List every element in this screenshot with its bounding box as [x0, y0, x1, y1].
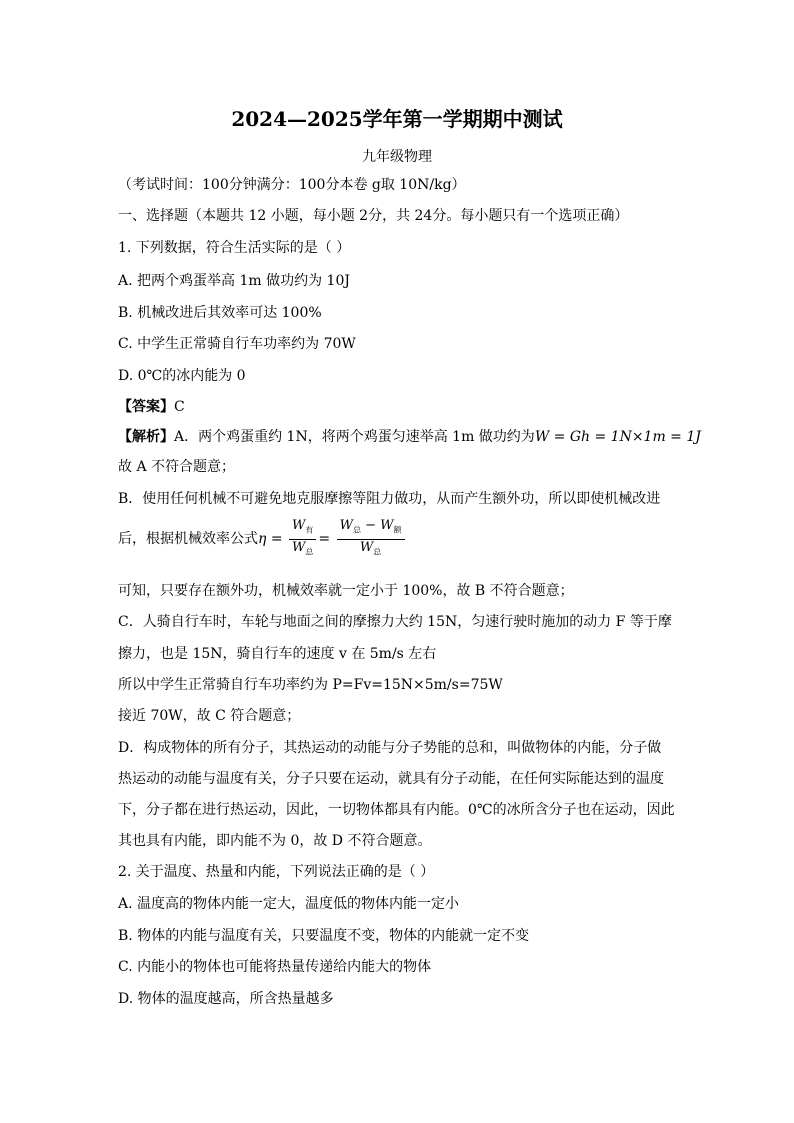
question-1-option-b: B. 机械改进后其效率可达 100%	[118, 305, 322, 321]
fraction-useful-over-total: $\frac{W_有}{W_总}$	[289, 518, 316, 560]
analysis-a-text: A．两个鸡蛋重约 1N，将两个鸡蛋匀速举高 1m 做功约为	[174, 429, 535, 445]
answer-line	[118, 398, 185, 416]
analysis-c-line2: 擦力，也是 15N，骑自行车的速度 v 在 5m/s 左右	[118, 646, 437, 662]
exam-info: （考试时间：100分钟满分：100分本卷 g取 10N/kg）	[118, 177, 466, 193]
question-1-stem: 1. 下列数据，符合生活实际的是（ ）	[118, 240, 351, 256]
question-2-option-b: B. 物体的内能与温度有关，只要温度不变，物体的内能就一定不变	[118, 928, 530, 944]
analysis-b-text: 后，根据机械效率公式	[118, 531, 258, 548]
analysis-b-line1: B．使用任何机械不可避免地克服摩擦等阻力做功，从而产生额外功，所以即使机械改进	[118, 491, 661, 507]
question-1-option-c: C. 中学生正常骑自行车功率约为 70W	[118, 336, 356, 352]
analysis-a-conclusion: 故 A 不符合题意；	[118, 459, 236, 475]
page-title: 2024—2025学年第一学期期中测试	[231, 107, 563, 131]
question-2-option-d: D. 物体的温度越高，所含热量越多	[118, 991, 334, 1007]
analysis-d-line2: 热运动的动能与温度有关，分子只要在运动，就具有分子动能，在任何实际能达到的温度	[118, 771, 664, 787]
formula-eta: η =	[258, 531, 283, 548]
analysis-d-line4: 其也具有内能，即内能不为 0，故 D 不符合题意。	[118, 833, 432, 849]
analysis-b-line2	[118, 518, 407, 560]
analysis-tag: 【解析】	[118, 429, 174, 445]
question-2-stem: 2. 关于温度、热量和内能，下列说法正确的是（ ）	[118, 864, 435, 880]
section-heading: 一、选择题（本题共 12 小题，每小题 2分，共 24分。每小题只有一个选项正确）	[118, 208, 629, 224]
analysis-c-line4: 接近 70W，故 C 符合题意；	[118, 708, 301, 724]
question-2-option-a: A. 温度高的物体内能一定大，温度低的物体内能一定小	[118, 896, 460, 912]
analysis-d-line1: D．构成物体的所有分子，其热运动的动能与分子势能的总和，叫做物体的内能，分子做	[118, 740, 662, 756]
formula-equals: =	[318, 531, 331, 548]
analysis-c-line3: 所以中学生正常骑自行车功率约为 P=Fv=15N×5m/s=75W	[118, 677, 503, 693]
question-1-option-a: A. 把两个鸡蛋举高 1m 做功约为 10J	[118, 273, 350, 289]
answer-tag: 【答案】	[118, 399, 174, 415]
page-subtitle: 九年级物理	[362, 149, 432, 165]
analysis-c-line1: C．人骑自行车时，车轮与地面之间的摩擦力大约 15N，匀速行驶时施加的动力 F 等于摩	[118, 614, 672, 630]
question-1-option-d: D. 0℃的冰内能为 0	[118, 368, 246, 384]
analysis-a-line	[118, 428, 701, 446]
answer-value: C	[174, 399, 185, 415]
question-2-option-c: C. 内能小的物体也可能将热量传递给内能大的物体	[118, 959, 432, 975]
analysis-d-line3: 下，分子都在进行热运动，因此，一切物体都具有内能。0℃的冰所含分子也在运动，因此	[118, 802, 675, 818]
fraction-total-minus-extra: $\frac{W_总 - W_额}{W_总}$	[337, 518, 405, 560]
analysis-a-equation: W = Gh = 1N×1m = 1J	[534, 429, 701, 445]
analysis-b-line3: 可知，只要存在额外功，机械效率就一定小于 100%，故 B 不符合题意；	[118, 583, 574, 599]
